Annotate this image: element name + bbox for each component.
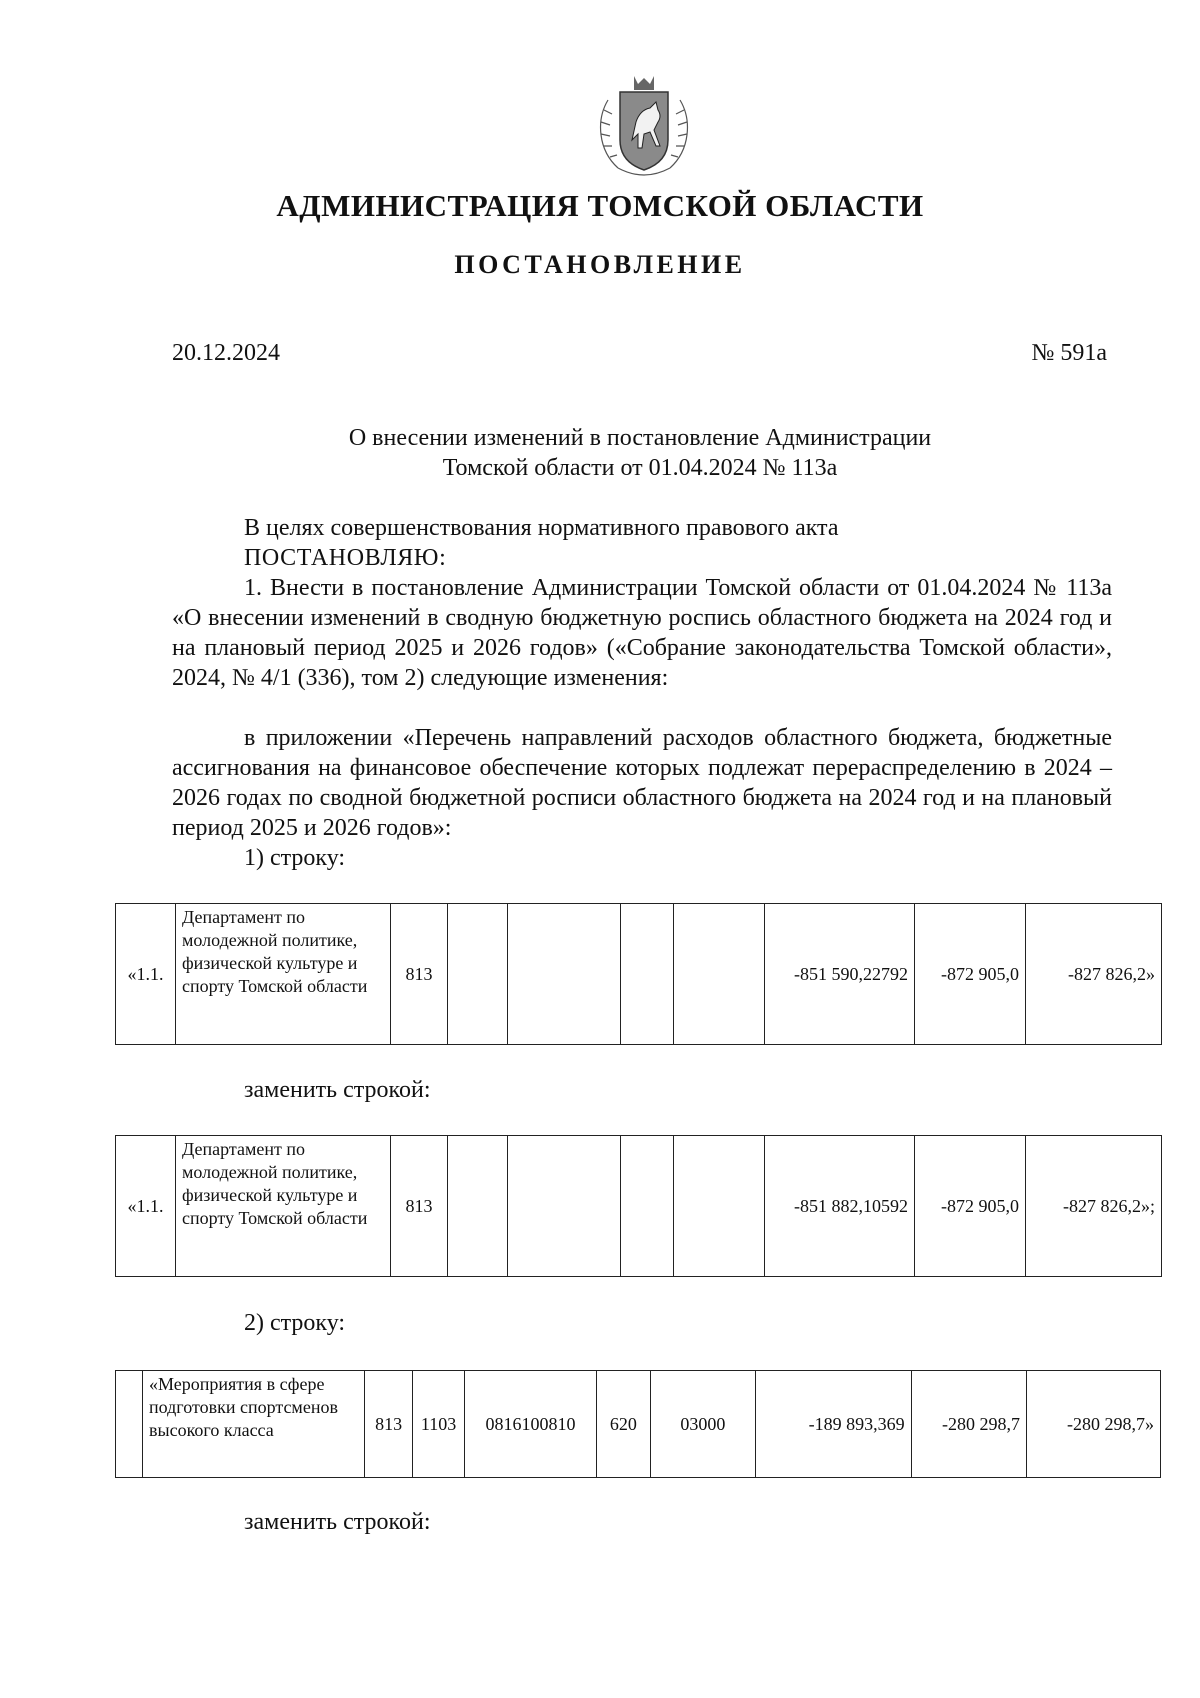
value-2025: -872 905,0: [915, 904, 1026, 1045]
empty-cell: [621, 904, 674, 1045]
subject-line-1: О внесении изменений в постановление Администрации: [348, 425, 932, 451]
empty-cell: [621, 1136, 674, 1277]
row-1-label: 1) строку:: [244, 845, 346, 871]
row-extra-code: 03000: [650, 1371, 755, 1478]
row-target-article: 0816100810: [465, 1371, 597, 1478]
empty-cell: [674, 904, 765, 1045]
value-2024: -189 893,369: [755, 1371, 911, 1478]
organization-title: АДМИНИСТРАЦИЯ ТОМСКОЙ ОБЛАСТИ: [276, 188, 924, 223]
tomsk-coat-of-arms-icon: [588, 70, 700, 180]
empty-cell: [674, 1136, 765, 1277]
empty-cell: [116, 1371, 143, 1478]
row-code: 813: [391, 1136, 448, 1277]
appendix-paragraph: в приложении «Перечень направлений расходов областного бюджета, бюджетные ассигнования на финансовое обеспечение которых подлежат перераспределению в 2024 – 2026 годах по сводной бюджетной росписи областного бюджета на 2024 год и на плановый период 2025 и 2026 годов»:: [172, 725, 1112, 841]
table-row-replacement-1: [115, 1135, 1162, 1277]
value-2025: -872 905,0: [915, 1136, 1026, 1277]
row-code: 813: [391, 904, 448, 1045]
value-2026: -827 826,2»;: [1026, 1136, 1162, 1277]
resolve-text: ПОСТАНОВЛЯЮ:: [244, 545, 447, 571]
purpose-text: В целях совершенствования нормативного правового акта: [244, 515, 839, 541]
value-2024: -851 882,10592: [765, 1136, 915, 1277]
row-2-label: 2) строку:: [244, 1310, 346, 1336]
empty-cell: [448, 904, 508, 1045]
replace-label-1: заменить строкой:: [244, 1077, 431, 1103]
empty-cell: [448, 1136, 508, 1277]
value-2024: -851 590,22792: [765, 904, 915, 1045]
empty-cell: [508, 904, 621, 1045]
row-code: 813: [365, 1371, 413, 1478]
document-subject: [200, 423, 1080, 483]
table-row-original-2: [115, 1370, 1161, 1478]
value-2026: -827 826,2»: [1026, 904, 1162, 1045]
row-name: Департамент по молодежной политике, физической культуре и спорту Томской области: [176, 1136, 391, 1277]
row-number: «1.1.: [116, 904, 176, 1045]
row-section: 1103: [413, 1371, 465, 1478]
replace-label-2: заменить строкой:: [244, 1509, 431, 1535]
row-name: Департамент по молодежной политике, физической культуре и спорту Томской области: [176, 904, 391, 1045]
row-expense-type: 620: [596, 1371, 650, 1478]
item-1-paragraph: 1. Внести в постановление Администрации Томской области от 01.04.2024 № 113а «О внесении изменений в сводную бюджетную роспись областного бюджета на 2024 год и на плановый период 2025 и 2026 годов» («Собрание законодательства Томской области», 2024, № 4/1 (336), том 2) следующие изменения:: [172, 575, 1112, 691]
empty-cell: [508, 1136, 621, 1277]
value-2026: -280 298,7»: [1026, 1371, 1160, 1478]
row-name: «Мероприятия в сфере подготовки спортсменов высокого класса: [143, 1371, 365, 1478]
table-row-original-1: [115, 903, 1162, 1045]
document-type-title: ПОСТАНОВЛЕНИЕ: [454, 250, 746, 279]
document-number: № 591а: [1031, 340, 1107, 366]
document-date: 20.12.2024: [172, 340, 280, 366]
row-number: «1.1.: [116, 1136, 176, 1277]
value-2025: -280 298,7: [911, 1371, 1026, 1478]
subject-line-2: Томской области от 01.04.2024 № 113а: [442, 455, 838, 481]
